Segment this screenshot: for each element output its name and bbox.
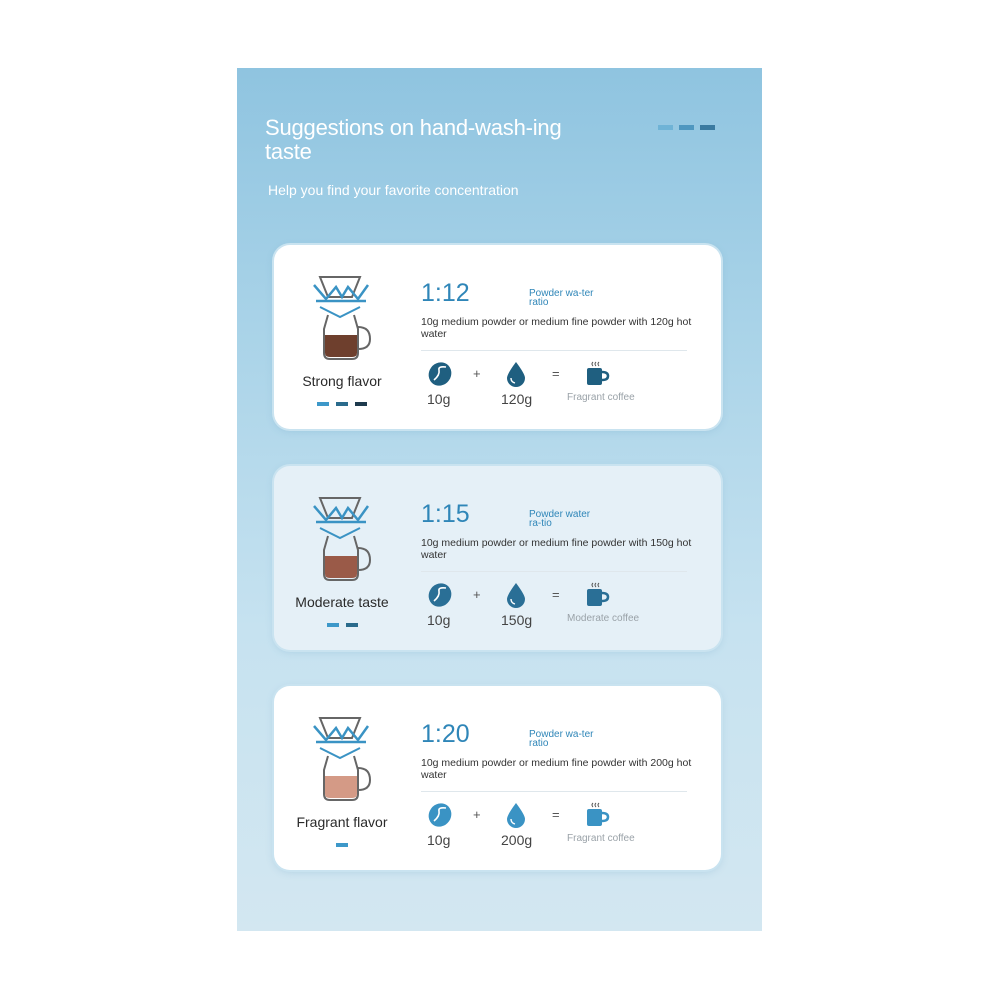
coffee-bean-icon: [427, 361, 453, 387]
page-title: Suggestions on hand-wash-ing taste: [265, 115, 562, 164]
dot: [700, 125, 715, 130]
powder-amount: 10g: [427, 391, 451, 407]
result-label: Fragrant coffee: [567, 392, 635, 403]
powder-amount: 10g: [427, 832, 451, 848]
poster: [237, 68, 762, 931]
flavor-label: Moderate taste: [295, 594, 389, 610]
plus-sign: +: [473, 366, 481, 381]
divider: [421, 571, 687, 572]
plus-sign: +: [473, 587, 481, 602]
coffee-cup-icon: [584, 361, 610, 387]
page-subtitle: Help you find your favorite concentration: [268, 182, 519, 198]
ratio-label: Powder wa-ter ratio: [529, 729, 594, 749]
ratio-description: 10g medium powder or medium fine powder with 150g hot water: [421, 537, 692, 561]
ratio-label: Powder water ra-tio: [529, 509, 591, 529]
strength-level: [274, 623, 410, 627]
flavor-label: Fragrant flavor: [296, 814, 388, 830]
level-bar: [336, 402, 348, 406]
coffee-bean-icon: [427, 802, 453, 828]
ratio-card: [274, 686, 721, 870]
water-drop-icon: [503, 802, 529, 828]
coffee-bean-icon: [427, 582, 453, 608]
pour-over-pot-icon: [310, 271, 374, 367]
level-bar: [317, 402, 329, 406]
pour-over-pot-icon: [310, 712, 374, 808]
ratio-card: [274, 245, 721, 429]
water-amount: 120g: [501, 391, 533, 407]
ratio-description: 10g medium powder or medium fine powder with 200g hot water: [421, 757, 692, 781]
divider: [421, 791, 687, 792]
pour-over-pot-icon: [310, 492, 374, 588]
ratio-value: 1:20: [421, 720, 470, 748]
strength-level: [274, 402, 410, 406]
divider: [421, 350, 687, 351]
decorative-dots: [658, 125, 715, 130]
ratio-value: 1:12: [421, 279, 470, 307]
coffee-cup-icon: [584, 582, 610, 608]
result-label: Fragrant coffee: [567, 833, 635, 844]
dot: [658, 125, 673, 130]
level-bar: [336, 843, 348, 847]
equals-sign: =: [552, 587, 560, 602]
equals-sign: =: [552, 807, 560, 822]
dot: [679, 125, 694, 130]
water-drop-icon: [503, 582, 529, 608]
level-bar: [355, 402, 367, 406]
plus-sign: +: [473, 807, 481, 822]
coffee-cup-icon: [584, 802, 610, 828]
ratio-label: Powder wa-ter ratio: [529, 288, 594, 308]
flavor-label: Strong flavor: [302, 373, 382, 389]
ratio-description: 10g medium powder or medium fine powder with 120g hot water: [421, 316, 692, 340]
level-bar: [346, 623, 358, 627]
water-amount: 150g: [501, 612, 533, 628]
result-label: Moderate coffee: [567, 613, 640, 624]
powder-amount: 10g: [427, 612, 451, 628]
strength-level: [274, 843, 410, 847]
ratio-value: 1:15: [421, 500, 470, 528]
level-bar: [327, 623, 339, 627]
equals-sign: =: [552, 366, 560, 381]
water-amount: 200g: [501, 832, 533, 848]
ratio-card: [274, 466, 721, 650]
water-drop-icon: [503, 361, 529, 387]
